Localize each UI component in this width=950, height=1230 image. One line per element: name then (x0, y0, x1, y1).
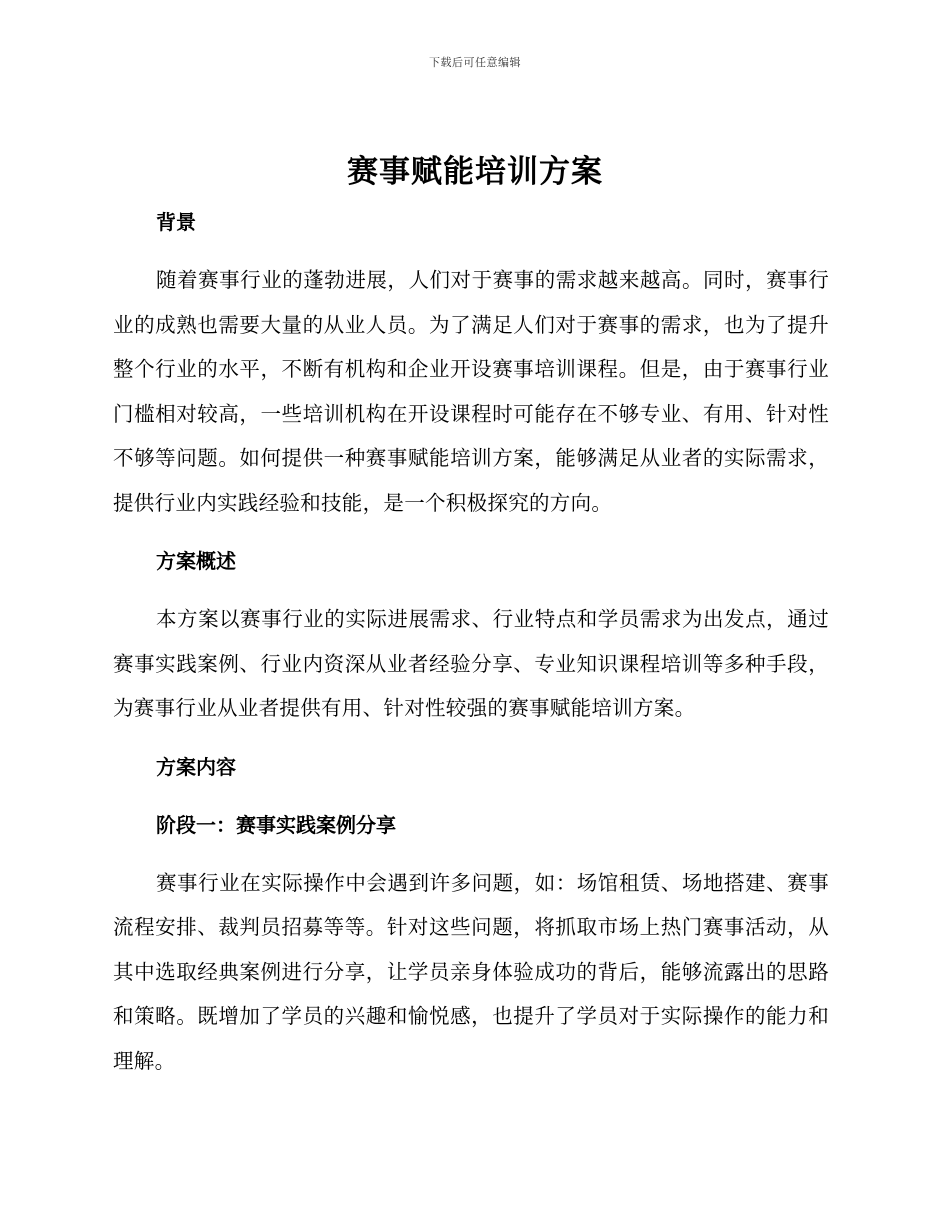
paragraph-overview: 本方案以赛事行业的实际进展需求、行业特点和学员需求为出发点，通过赛事实践案例、行业内资深从业者经验分享、专业知识课程培训等多种手段，为赛事行业从业者提供有用、针对性较强的赛事赋能培训方案。 (113, 607, 829, 720)
document-title: 赛事赋能培训方案 (347, 154, 603, 190)
section-heading-content: 方案内容 (156, 754, 236, 779)
page-header-note: 下载后可任意编辑 (429, 56, 521, 69)
paragraph-background: 随着赛事行业的蓬勃进展，人们对于赛事的需求越来越高。同时，赛事行业的成熟也需要大量的从业人员。为了满足人们对于赛事的需求，也为了提升整个行业的水平，不断有机构和企业开设赛事培训课程。但是，由于赛事行业门槛相对较高，一些培训机构在开设课程时可能存在不够专业、有用、针对性不够等问题。如何提供一种赛事赋能培训方案，能够满足从业者的实际需求，提供行业内实践经验和技能，是一个积极探究的方向。 (113, 268, 829, 515)
paragraph-stage1: 赛事行业在实际操作中会遇到许多问题，如：场馆租赁、场地搭建、赛事流程安排、裁判员招募等等。针对这些问题，将抓取市场上热门赛事活动，从其中选取经典案例进行分享，让学员亲身体验成功的背后，能够流露出的思路和策略。既增加了学员的兴趣和愉悦感，也提升了学员对于实际操作的能力和理解。 (113, 870, 829, 1073)
document-body (113, 200, 829, 1083)
section-heading-stage1: 阶段一：赛事实践案例分享 (156, 812, 396, 837)
section-heading-overview: 方案概述 (156, 549, 236, 573)
section-heading-background: 背景 (156, 210, 196, 234)
